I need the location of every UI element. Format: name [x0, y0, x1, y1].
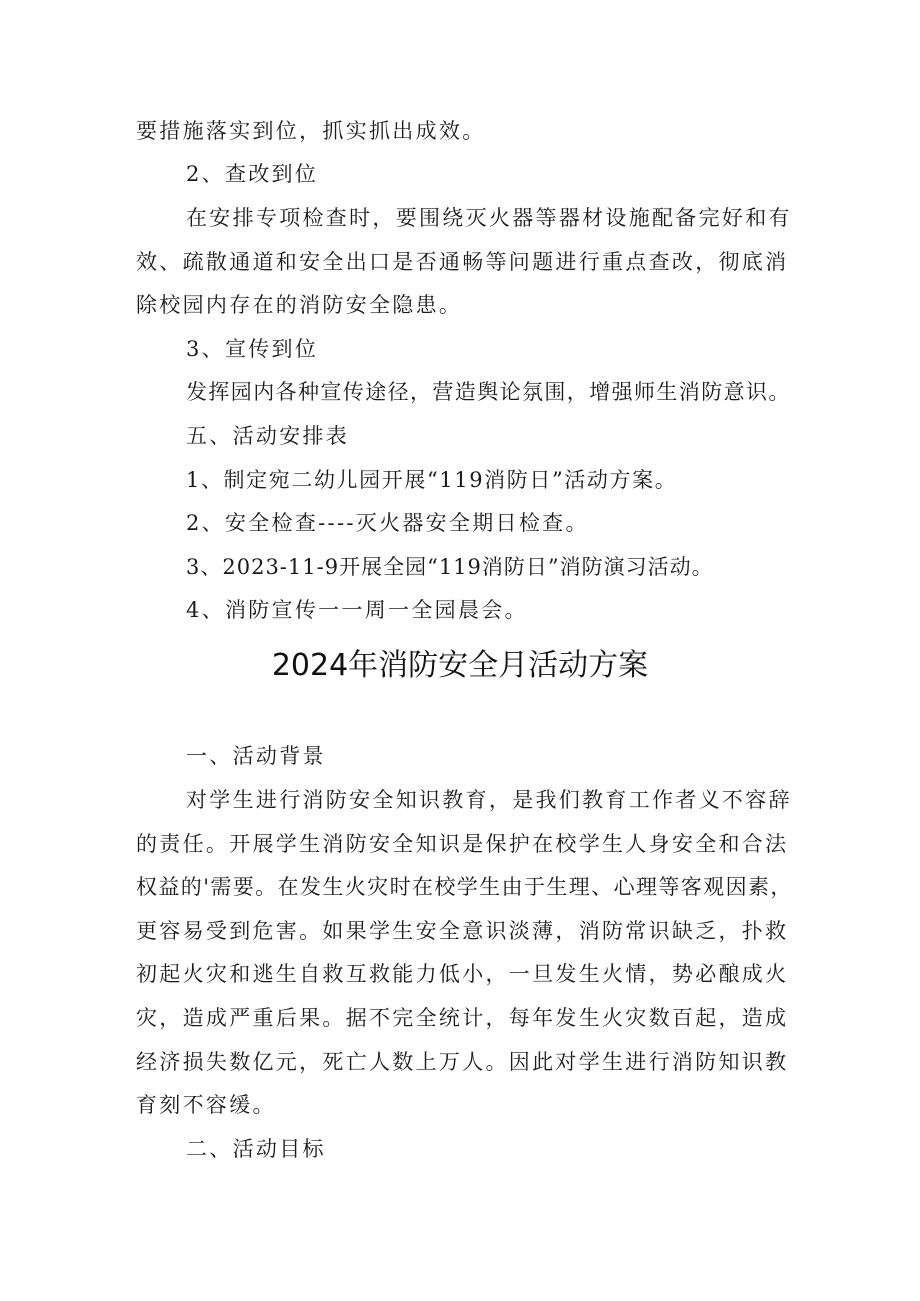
paragraph-line: 要措施落实到位，抓实抓出成效。 — [136, 119, 486, 143]
section-heading: 五、活动安排表 — [186, 424, 350, 448]
list-item: 4、消防宣传一一周一全园晨会。 — [186, 598, 528, 622]
paragraph-line: 的责任。开展学生消防安全知识是保护在校学生人身安全和合法 — [136, 832, 789, 856]
document-title: 2024年消防安全月活动方案 — [271, 648, 649, 683]
paragraph-line: 更容易受到危害。如果学生安全意识淡薄，消防常识缺乏，扑救 — [136, 919, 789, 943]
paragraph-line: 灾，造成严重后果。据不完全统计，每年发生火灾数百起，造成 — [136, 1006, 789, 1030]
paragraph-line: 对学生进行消防安全知识教育，是我们教育工作者义不容辞 — [186, 788, 792, 812]
list-item: 2、安全检查----灭火器安全期日检查。 — [186, 511, 589, 535]
paragraph-line: 除校园内存在的消防安全隐患。 — [136, 293, 463, 317]
section-heading: 3、宣传到位 — [186, 337, 319, 361]
paragraph-line: 在安排专项检查时，要围绕灭火器等器材设施配备完好和有 — [186, 206, 792, 230]
section-heading: 二、活动目标 — [186, 1137, 326, 1161]
paragraph-line: 育刻不容缓。 — [136, 1093, 276, 1117]
paragraph-line: 效、疏散通道和安全出口是否通畅等问题进行重点查改，彻底消 — [136, 250, 789, 274]
paragraph-line: 初起火灾和逃生自救互救能力低小，一旦发生火情，势必酿成火 — [136, 962, 789, 986]
section-heading: 2、查改到位 — [186, 162, 319, 186]
section-heading: 一、活动背景 — [186, 744, 326, 768]
paragraph-line: 经济损失数亿元，死亡人数上万人。因此对学生进行消防知识教 — [136, 1050, 789, 1074]
paragraph-line: 发挥园内各种宣传途径，营造舆论氛围，增强师生消防意识。 — [186, 380, 791, 404]
paragraph-line: 权益的'需要。在发生火灾时在校学生由于生理、心理等客观因素， — [136, 875, 793, 899]
list-item: 1、制定宛二幼儿园开展“119消防日”活动方案。 — [186, 468, 678, 492]
list-item: 3、2023-11-9开展全园“119消防日”消防演习活动。 — [186, 555, 714, 579]
